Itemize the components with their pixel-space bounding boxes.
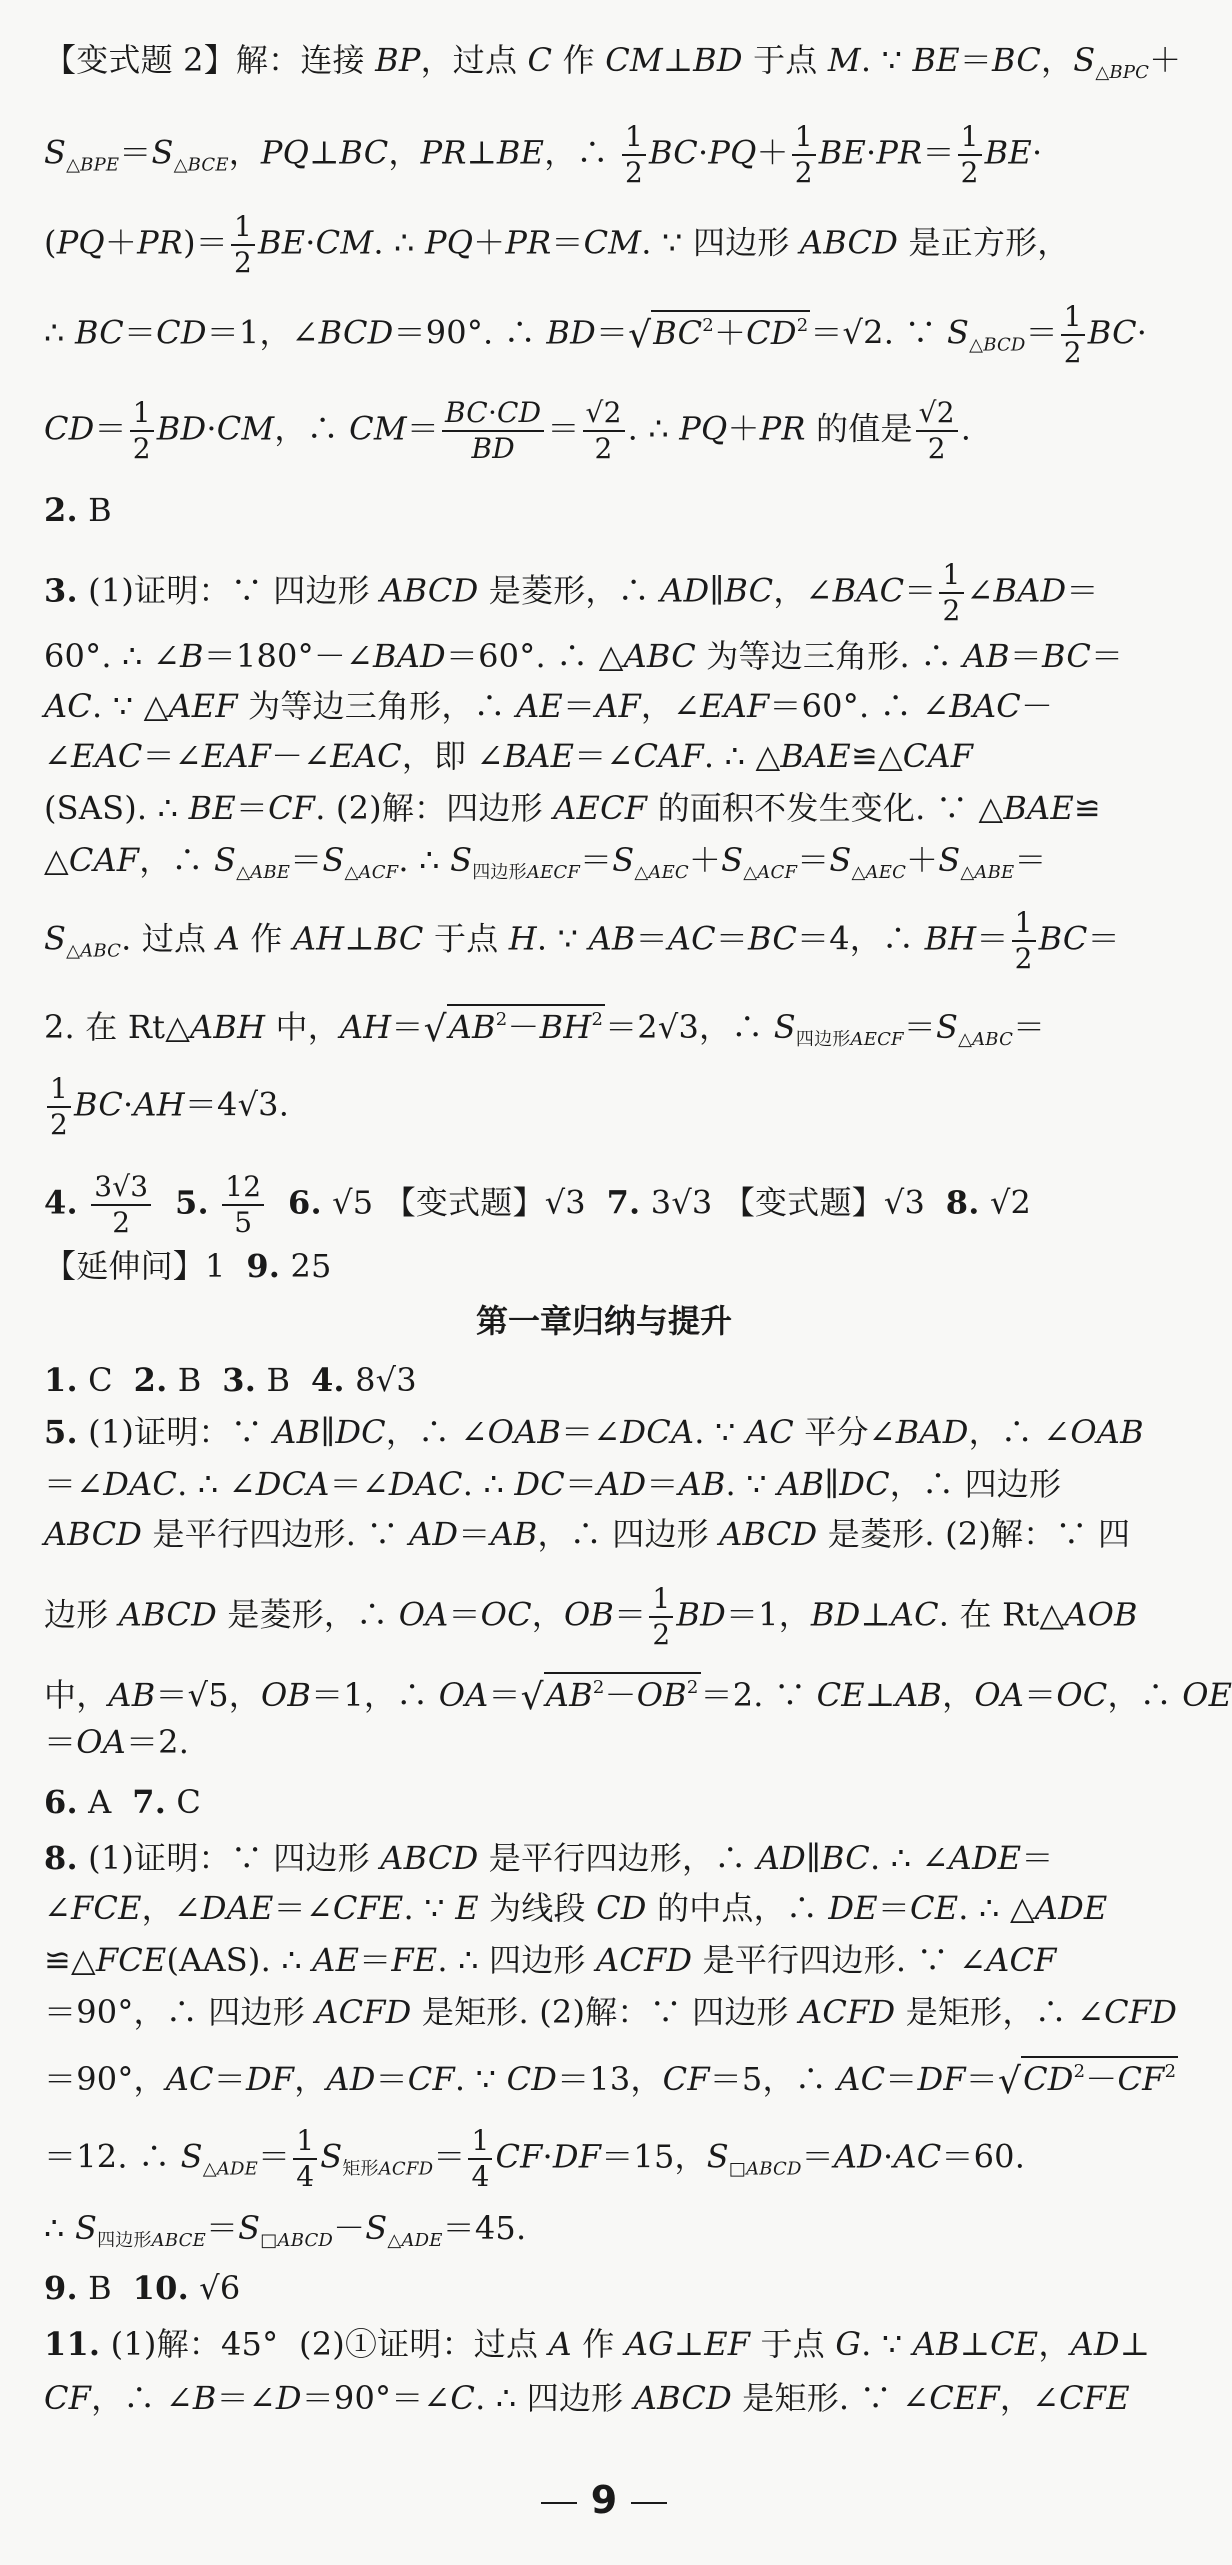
text-line: CF，∴ ∠B＝∠D＝90°＝∠C. ∴ 四边形 ABCD 是矩形. ∵ ∠CEF，∠CFE bbox=[44, 2379, 1130, 2417]
dash-right bbox=[631, 2502, 667, 2504]
text-line: 中，AB＝√5，OB＝1，∴ $OA=√AB^2-OB^2=2$. ∵ CE⊥AB，OA＝OC，∴ OE bbox=[44, 1666, 1158, 1720]
text-line: 3. (1)证明：∵ 四边形 ABCD 是菱形，∴ AD∥BC，∠BAC＝ $\frac{1}{2}$ ∠BAD＝ bbox=[44, 558, 1099, 627]
text-line: 1. C 2. B 3. B 4. 8√3 bbox=[44, 1361, 417, 1399]
text-line: 【变式题 2】解：连接 BP，过点 C 作 CM⊥BD 于点 M. ∵ BE＝BC，$S_{\triangle BPC}+$ bbox=[44, 41, 1182, 83]
text-line: 6. A 7. C bbox=[44, 1783, 202, 1821]
text-line: ∠FCE，∠DAE＝∠CFE. ∵ E 为线段 CD 的中点，∴ DE＝CE. ∴ △ADE bbox=[44, 1889, 1108, 1927]
dash-left bbox=[541, 2502, 577, 2504]
text-line: 60°. ∴ ∠B＝180°－∠BAD＝60°. ∴ △ABC 为等边三角形. ∴ AB＝BC＝ bbox=[44, 637, 1124, 675]
page-number-text: 9 bbox=[590, 2478, 618, 2522]
text-line: ＝90°，AC＝DF，AD＝CF. ∵ CD＝13，CF＝5，∴ $AC=DF=√CD^2-CF^2$ bbox=[44, 2050, 1158, 2104]
text-line: 边形 ABCD 是菱形，∴ OA＝OC，OB＝ $\frac{1}{2}$ BD＝1，BD⊥AC. 在 Rt△AOB bbox=[44, 1582, 1138, 1651]
text-line: 2. B bbox=[44, 491, 112, 529]
text-line: △CAF，∴ $S_{\triangle ABE}=S_{\triangle ACF}$. ∴ $S_{四边形AECF}=S_{\triangle AEC}+S_{\triangle ACF}=S_{\triangle AEC}+S_{\triangle ABE}=$ bbox=[44, 841, 1047, 883]
text-line: $S_{\triangle ABC}$. 过点 A 作 AH⊥BC 于点 H. ∵ AB＝AC＝BC＝4，∴ BH＝ $\frac{1}{2}$ BC＝ bbox=[44, 906, 1120, 975]
text-line: ∠EAC＝∠EAF－∠EAC，即 ∠BAE＝∠CAF. ∴ △BAE≌△CAF bbox=[44, 737, 974, 775]
text-line: ＝12. ∴ $S_{\triangle ADE}=$ $\frac{1}{4}$ $S_{矩形ACFD}=$ $\frac{1}{4}$ CF·DF＝15，$S_{□ABCD}=AD\cdot AC=60$. bbox=[44, 2124, 1026, 2193]
text-line: 8. (1)证明：∵ 四边形 ABCD 是平行四边形，∴ AD∥BC. ∴ ∠ADE＝ bbox=[44, 1839, 1054, 1877]
text-line: $\frac{1}{2}$ BC·AH＝4√3. bbox=[44, 1074, 1158, 1140]
text-line: ≌△FCE(AAS). ∴ AE＝FE. ∴ 四边形 ACFD 是平行四边形. ∵ ∠ACF bbox=[44, 1941, 1057, 1979]
text-line: ∴ BC＝CD＝1，∠BCD＝90°. ∴ $BD=√BC^2+CD^2=√2$. ∵ $S_{\triangle BCD}=$ $\frac{1}{2}$ BC· bbox=[44, 300, 1148, 369]
text-line: 11. (1)解：45° (2)①证明：过点 A 作 AG⊥EF 于点 G. ∵ AB⊥CE，AD⊥ bbox=[44, 2325, 1151, 2363]
text-line: ABCD 是平行四边形. ∵ AD＝AB，∴ 四边形 ABCD 是菱形. (2)解：∵ 四 bbox=[44, 1515, 1131, 1553]
text-line: 【延伸问】1 9. 25 bbox=[44, 1247, 332, 1285]
text-line: ∴ $S_{四边形ABCE}=S_{□ABCD}-S_{\triangle ADE}=45$. bbox=[44, 2209, 527, 2251]
text-line: 2. 在 Rt△ABH 中，$AH=√AB^2-BH^2=2√3$，∴ $S_{四边形AECF}=S_{\triangle ABC}=$ bbox=[44, 998, 1158, 1062]
text-line: ＝∠DAC. ∴ ∠DCA＝∠DAC. ∴ DC＝AD＝AB. ∵ AB∥DC，∴ 四边形 bbox=[44, 1465, 1062, 1503]
text-line: CD＝ $\frac{1}{2}$ BD·CM，∴ CM＝ $\frac{BC\cdot CD}{BD}$ ＝ $\frac{√2}{2}$ . ∴ PQ＋PR 的值是 $\frac{√2}{2}$ . bbox=[44, 396, 972, 465]
text-line: $S_{\triangle BPE}=S_{\triangle BCE}$，PQ⊥BC，PR⊥BE，∴ $\frac{1}{2}$ BC·PQ＋ $\frac{1}{2}$ BE·PR＝ $\frac{1}{2}$ BE· bbox=[44, 120, 1043, 189]
text-line: AC. ∵ △AEF 为等边三角形，∴ AE＝AF，∠EAF＝60°. ∴ ∠BAC－ bbox=[44, 687, 1054, 725]
text-line: ＝OA＝2. bbox=[44, 1723, 190, 1761]
section-title: 第一章归纳与提升 bbox=[475, 1302, 732, 1340]
text-line: (PQ＋PR)＝ $\frac{1}{2}$ BE·CM. ∴ PQ＋PR＝CM. ∵ 四边形 ABCD 是正方形， bbox=[44, 210, 1070, 279]
page-number bbox=[0, 2478, 1208, 2522]
text-line: ＝90°，∴ 四边形 ACFD 是矩形. (2)解：∵ 四边形 ACFD 是矩形，∴ ∠CFD bbox=[44, 1993, 1178, 2031]
text-line: 4. $\frac{3√3}{2}$ 5. $\frac{12}{5}$ 6. √5 【变式题】√3 7. 3√3 【变式题】√3 8. √2 bbox=[44, 1170, 1032, 1239]
text-line: 5. (1)证明：∵ AB∥DC，∴ ∠OAB＝∠DCA. ∵ AC 平分∠BAD，∴ ∠OAB bbox=[44, 1413, 1144, 1451]
text-line: 9. B 10. √6 bbox=[44, 2269, 241, 2307]
text-line: (SAS). ∴ BE＝CF. (2)解：四边形 AECF 的面积不发生变化. ∵ △BAE≌ bbox=[44, 789, 1101, 827]
